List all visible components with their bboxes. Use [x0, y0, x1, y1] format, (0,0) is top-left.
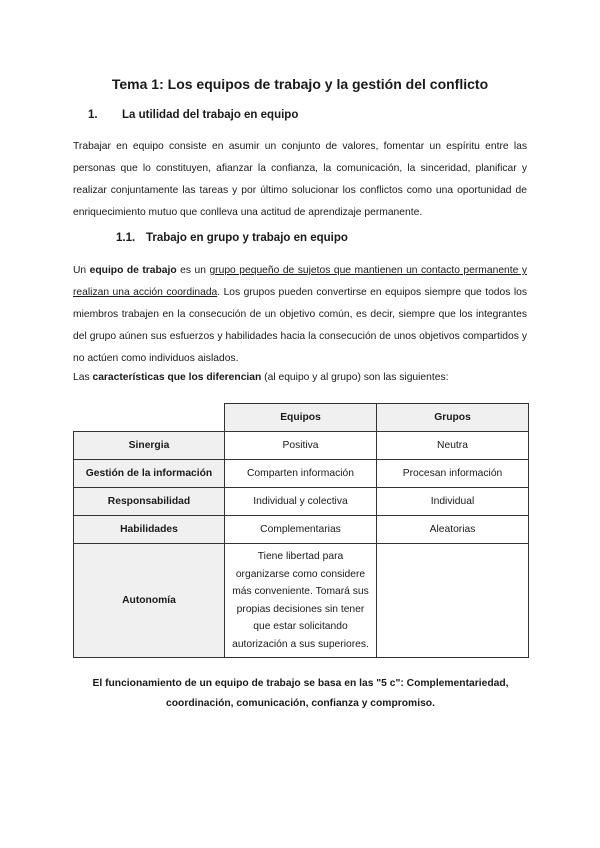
- paragraph-caracteristicas: [73, 367, 527, 389]
- table-row: [74, 516, 529, 544]
- page-title: Tema 1: Los equipos de trabajo y la gestión del conflicto: [111, 76, 489, 92]
- paragraph-equipo-definicion: [73, 260, 527, 370]
- cell-equipos: Positiva: [225, 432, 377, 460]
- cell-equipos: Comparten información: [225, 460, 377, 488]
- section-heading-1-1: [116, 232, 348, 244]
- section-title: La utilidad del trabajo en equipo: [122, 109, 299, 121]
- section-number: 1.1.: [116, 232, 136, 244]
- cell-equipos: Complementarias: [225, 516, 377, 544]
- row-header: Sinergia: [74, 432, 225, 460]
- cell-equipos: Tiene libertad para organizarse como considere más conveniente. Tomará sus propias decisiones sin tener que estar solicitando autorización a sus superiores.: [225, 544, 377, 658]
- table-row: [74, 544, 529, 658]
- section-number: 1.: [88, 109, 98, 121]
- underlined-text: grupo pequeño de sujetos que mantienen un contacto permanente y realizan una acción coordinada: [73, 265, 527, 298]
- section-title: Trabajo en grupo y trabajo en equipo: [146, 232, 348, 244]
- cell-equipos: Individual y colectiva: [225, 488, 377, 516]
- table-header-row: [74, 404, 529, 432]
- table-row: [74, 432, 529, 460]
- cell-grupos: Neutra: [377, 432, 529, 460]
- cell-grupos: Aleatorias: [377, 516, 529, 544]
- text: Las: [73, 372, 93, 383]
- table-row: [74, 460, 529, 488]
- bold-text: características que los diferencian: [92, 372, 262, 383]
- row-header: Autonomía: [74, 544, 225, 658]
- row-header: Responsabilidad: [74, 488, 225, 516]
- cell-grupos: [377, 544, 529, 658]
- bold-text: equipo de trabajo: [89, 265, 177, 276]
- empty-corner-cell: [74, 404, 225, 432]
- summary-note: El funcionamiento de un equipo de trabajo se basa en las "5 c": Complementariedad, coordinación, comunicación, confianza y compromiso.: [92, 678, 509, 709]
- cell-grupos: Procesan información: [377, 460, 529, 488]
- row-header: Habilidades: [74, 516, 225, 544]
- cell-grupos: Individual: [377, 488, 529, 516]
- column-header: Equipos: [225, 404, 377, 432]
- text: es un: [176, 265, 210, 276]
- text: (al equipo y al grupo) son las siguientes:: [261, 372, 449, 383]
- table-row: [74, 488, 529, 516]
- paragraph-utilidad: Trabajar en equipo consiste en asumir un conjunto de valores, fomentar un espíritu entre las personas que lo constituyen, afianzar la confianza, la comunicación, la sinceridad, planificar y realizar conjuntamente las tareas y por último solucionar los conflictos como una oportunidad de enriquecimiento mutuo que conlleva una actitud de aprendizaje permanente.: [73, 141, 527, 218]
- text: Un: [73, 265, 90, 276]
- column-header: Grupos: [377, 404, 529, 432]
- comparison-table: [73, 403, 529, 658]
- row-header: Gestión de la información: [74, 460, 225, 488]
- section-heading-1: [88, 109, 298, 121]
- text: . Los grupos pueden convertirse en equipos siempre que todos los miembros trabajen en la consecución de un objetivo común, es decir, siempre que los integrantes del grupo aúnen sus esfuerzos y habilidades hacia la consecución de unos objetivos compartidos y no actúen como individuos aislados.: [73, 287, 527, 364]
